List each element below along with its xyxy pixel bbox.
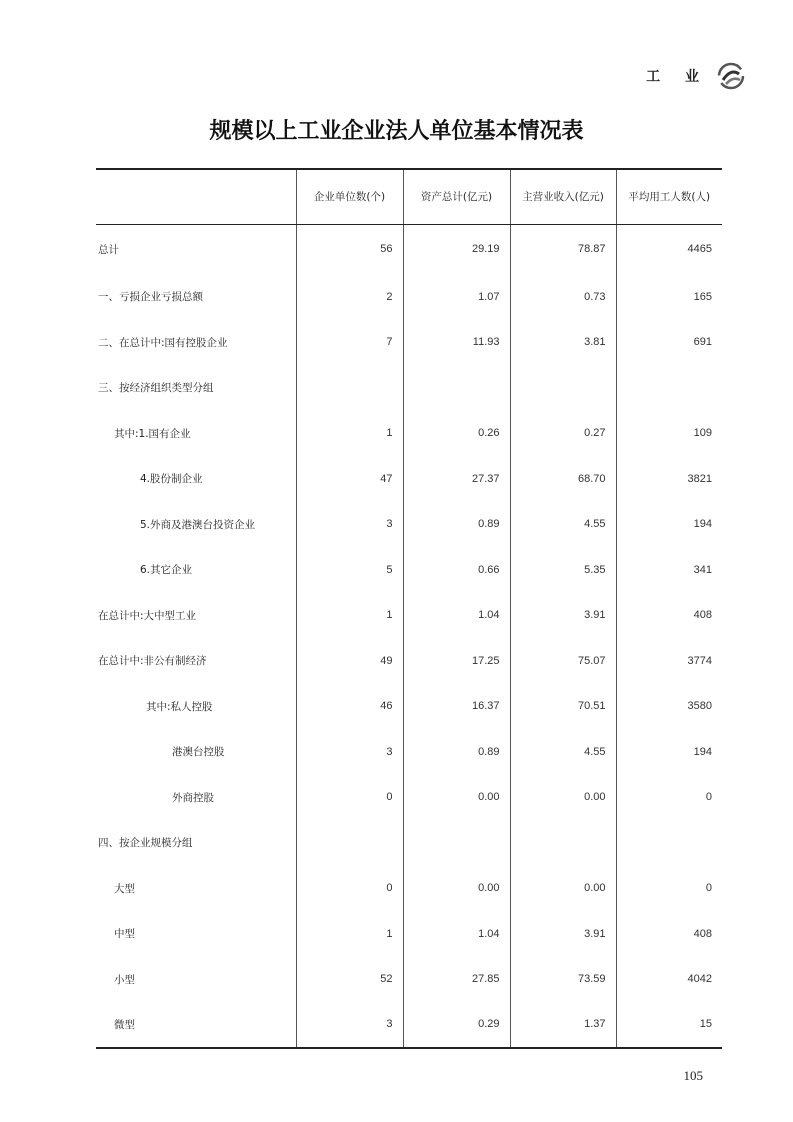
table-cell: 3.91 xyxy=(510,911,616,957)
table-cell: 16.37 xyxy=(403,684,510,730)
statistics-table xyxy=(96,168,722,1049)
table-cell: 15 xyxy=(616,1002,722,1048)
table-cell: 1.37 xyxy=(510,1002,616,1048)
row-label: 港澳台控股 xyxy=(172,746,225,759)
table-cell: 4.55 xyxy=(510,502,616,548)
table-cell: 341 xyxy=(616,547,722,593)
table-cell: 78.87 xyxy=(510,224,616,274)
table-row xyxy=(96,957,722,1003)
table-cell: 691 xyxy=(616,320,722,366)
table-cell: 3 xyxy=(296,729,403,775)
table-cell: 29.19 xyxy=(403,224,510,274)
table-cell: 0 xyxy=(296,866,403,912)
table-row xyxy=(96,638,722,684)
row-label: 在总计中:非公有制经济 xyxy=(98,655,207,668)
table-cell: 11.93 xyxy=(403,320,510,366)
table-row xyxy=(96,456,722,502)
table-cell: 4465 xyxy=(616,224,722,274)
table-cell: 0.00 xyxy=(510,775,616,821)
table-cell: 0.00 xyxy=(403,866,510,912)
table-cell: 49 xyxy=(296,638,403,684)
table-cell: 46 xyxy=(296,684,403,730)
row-label: 5.外商及港澳台投资企业 xyxy=(140,518,256,531)
table-cell: 0.26 xyxy=(403,411,510,457)
table-row xyxy=(96,911,722,957)
table-cell: 1 xyxy=(296,593,403,639)
row-label: 其中:私人控股 xyxy=(146,700,213,713)
row-label: 其中:1.国有企业 xyxy=(114,427,191,440)
table-cell xyxy=(403,820,510,866)
table-cell: 47 xyxy=(296,456,403,502)
column-header: 主营业收入(亿元) xyxy=(510,169,616,224)
table-cell: 0.00 xyxy=(403,775,510,821)
page-number: 105 xyxy=(683,1068,703,1083)
table-cell: 7 xyxy=(296,320,403,366)
section-label: 工 业 xyxy=(646,69,709,85)
row-label: 微型 xyxy=(96,1002,296,1048)
table-cell: 75.07 xyxy=(510,638,616,684)
row-label: 在总计中:大中型工业 xyxy=(98,609,197,622)
table-cell: 194 xyxy=(616,502,722,548)
table-cell: 1.07 xyxy=(403,274,510,320)
table-cell: 3580 xyxy=(616,684,722,730)
table-cell xyxy=(403,365,510,411)
table-cell: 0.29 xyxy=(403,1002,510,1048)
table-cell xyxy=(616,820,722,866)
table-cell xyxy=(510,365,616,411)
page-header xyxy=(646,62,745,90)
row-label: 四、按企业规模分组 xyxy=(98,837,193,850)
table-cell xyxy=(510,820,616,866)
table-cell: 194 xyxy=(616,729,722,775)
table-cell: 0.27 xyxy=(510,411,616,457)
table-cell: 408 xyxy=(616,593,722,639)
table-cell: 73.59 xyxy=(510,957,616,1003)
table-cell: 5.35 xyxy=(510,547,616,593)
table-row xyxy=(96,502,722,548)
table-cell xyxy=(296,820,403,866)
table-cell: 1 xyxy=(296,911,403,957)
table-cell: 0 xyxy=(296,775,403,821)
table-cell: 0.89 xyxy=(403,502,510,548)
column-header: 平均用工人数(人) xyxy=(616,169,722,224)
row-label: 总计 xyxy=(98,243,119,256)
table-cell: 2 xyxy=(296,274,403,320)
table-cell xyxy=(296,365,403,411)
table-cell xyxy=(616,365,722,411)
table-cell: 52 xyxy=(296,957,403,1003)
table-row xyxy=(96,820,722,866)
table-cell: 4042 xyxy=(616,957,722,1003)
row-label: 一、亏损企业亏损总额 xyxy=(98,291,203,304)
row-label: 二、在总计中:国有控股企业 xyxy=(98,336,228,349)
column-header: 企业单位数(个) xyxy=(296,169,403,224)
table-cell: 0.00 xyxy=(510,866,616,912)
table-cell: 1 xyxy=(296,411,403,457)
column-header: 资产总计(亿元) xyxy=(403,169,510,224)
row-label: 小型 xyxy=(114,973,135,986)
table-cell: 56 xyxy=(296,224,403,274)
table-row xyxy=(96,274,722,320)
table-cell: 3 xyxy=(296,502,403,548)
table-row xyxy=(96,775,722,821)
table-cell: 1.04 xyxy=(403,911,510,957)
table-cell: 109 xyxy=(616,411,722,457)
table-cell: 3.91 xyxy=(510,593,616,639)
sun-logo-icon xyxy=(717,62,745,90)
table-cell: 1.04 xyxy=(403,593,510,639)
table-cell: 4.55 xyxy=(510,729,616,775)
table-cell: 165 xyxy=(616,274,722,320)
row-label: 4.股份制企业 xyxy=(140,473,203,486)
row-label: 中型 xyxy=(114,928,135,941)
table-cell: 27.37 xyxy=(403,456,510,502)
table-row xyxy=(96,411,722,457)
table-row xyxy=(96,593,722,639)
table-cell: 70.51 xyxy=(510,684,616,730)
row-label: 大型 xyxy=(114,882,135,895)
table-cell: 0 xyxy=(616,866,722,912)
table-row xyxy=(96,866,722,912)
row-label: 6.其它企业 xyxy=(140,564,193,577)
table-cell: 68.70 xyxy=(510,456,616,502)
table-row xyxy=(96,1002,722,1048)
table-cell: 0.66 xyxy=(403,547,510,593)
table-cell: 3774 xyxy=(616,638,722,684)
table-cell: 27.85 xyxy=(403,957,510,1003)
table-row xyxy=(96,224,722,274)
table-row xyxy=(96,365,722,411)
table-cell: 0 xyxy=(616,775,722,821)
table-row xyxy=(96,547,722,593)
table-row xyxy=(96,729,722,775)
page-title: 规模以上工业企业法人单位基本情况表 xyxy=(209,118,584,144)
table-row xyxy=(96,684,722,730)
row-label: 外商控股 xyxy=(172,791,214,804)
table-cell: 17.25 xyxy=(403,638,510,684)
table-cell: 3821 xyxy=(616,456,722,502)
table-cell: 408 xyxy=(616,911,722,957)
table-header-row xyxy=(96,169,722,224)
table-row xyxy=(96,320,722,366)
column-header xyxy=(96,169,296,224)
row-label: 三、按经济组织类型分组 xyxy=(98,382,214,395)
table-cell: 5 xyxy=(296,547,403,593)
table-cell: 3 xyxy=(296,1002,403,1048)
table-cell: 3.81 xyxy=(510,320,616,366)
table-cell: 0.89 xyxy=(403,729,510,775)
table-cell: 0.73 xyxy=(510,274,616,320)
